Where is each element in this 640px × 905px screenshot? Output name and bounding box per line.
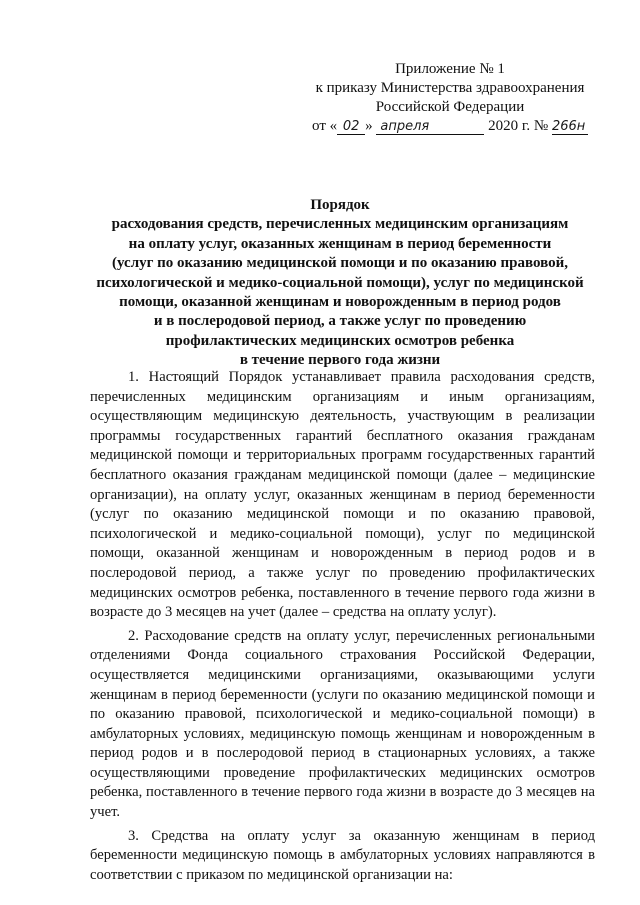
title-heading: Порядок [310,197,370,213]
appendix-number: Приложение № 1 [395,61,505,77]
appendix-date-line [310,117,590,136]
paragraph-2: 2. Расходование средств на оплату услуг, перечисленных региональными отделениями Фонда социального страхования Российской Федерации, осуществляется медицинскими организациями, оказывающими услуги женщинам в период беременности (услуги по оказанию медицинской помощи и по оказанию правовой, психологической и медико-социальной помощи) в амбулаторных условиях, медицинскую помощь женщинам и новорожденным в период родов и в послеродовой период в стационарных условиях, а также осуществляющими проведение профилактических медицинских осмотров ребенка, поставленного в течение первого года жизни в возрасте до 3 месяцев на учет. [90,627,595,821]
title-line: профилактических медицинских осмотров ребенка [165,332,515,349]
title-line: и в послеродовой период, а также услуг по проведению [153,313,527,330]
title-line: на оплату услуг, оказанных женщинам в период беременности [128,235,552,252]
date-prefix: от « [312,118,338,134]
date-mid: » [365,118,373,134]
title-line: расходования средств, перечисленных медицинским организациям [111,216,569,233]
appendix-country: Российской Федерации [375,99,525,115]
handwritten-day: 02 [337,119,365,135]
paragraph-1: 1. Настоящий Порядок устанавливает правила расходования средств, перечисленных медицинским организациям и иным организациям, осуществляющим медицинскую деятельность, участвующим в реализации программы государственных гарантий бесплатного оказания гражданам медицинской помощи и территориальных программ государственных гарантий бесплатного оказания гражданам медицинской помощи (далее – медицинские организации), на оплату услуг, оказанных женщинам в период беременности (услуг по оказанию медицинской помощи и по оказанию правовой, психологической и медико-социальной помощи), услуг по медицинской помощи, оказанной женщинам и новорожденным в период родов и в послеродовой период, а также услуг по проведению профилактических медицинских осмотров ребенка, поставленного в течение первого года жизни в возрасте до 3 месяцев на учет (далее – средства на оплату услуг). [90,369,595,621]
paragraph-3: 3. Средства на оплату услуг за оказанную женщинам в период беременности медицинскую помощь в амбулаторных условиях направляются в соответствии с приказом по медицинской организации на: [90,827,595,883]
title-line: психологической и медико-социальной помощи), услуг по медицинской [96,274,584,291]
appendix-order-ref: к приказу Министерства здравоохранения [315,80,585,96]
appendix-header [310,60,590,136]
document-body [90,368,595,889]
title-line: в течение первого года жизни [239,352,441,369]
document-title [60,196,620,371]
handwritten-order-number: 266н [552,119,588,135]
handwritten-month: апреля [376,119,484,135]
date-year: 2020 г. № [488,118,549,134]
title-line: (услуг по оказанию медицинской помощи и по оказанию правовой, [112,255,568,272]
title-line: помощи, оказанной женщинам и новорожденным в период родов [119,294,561,311]
